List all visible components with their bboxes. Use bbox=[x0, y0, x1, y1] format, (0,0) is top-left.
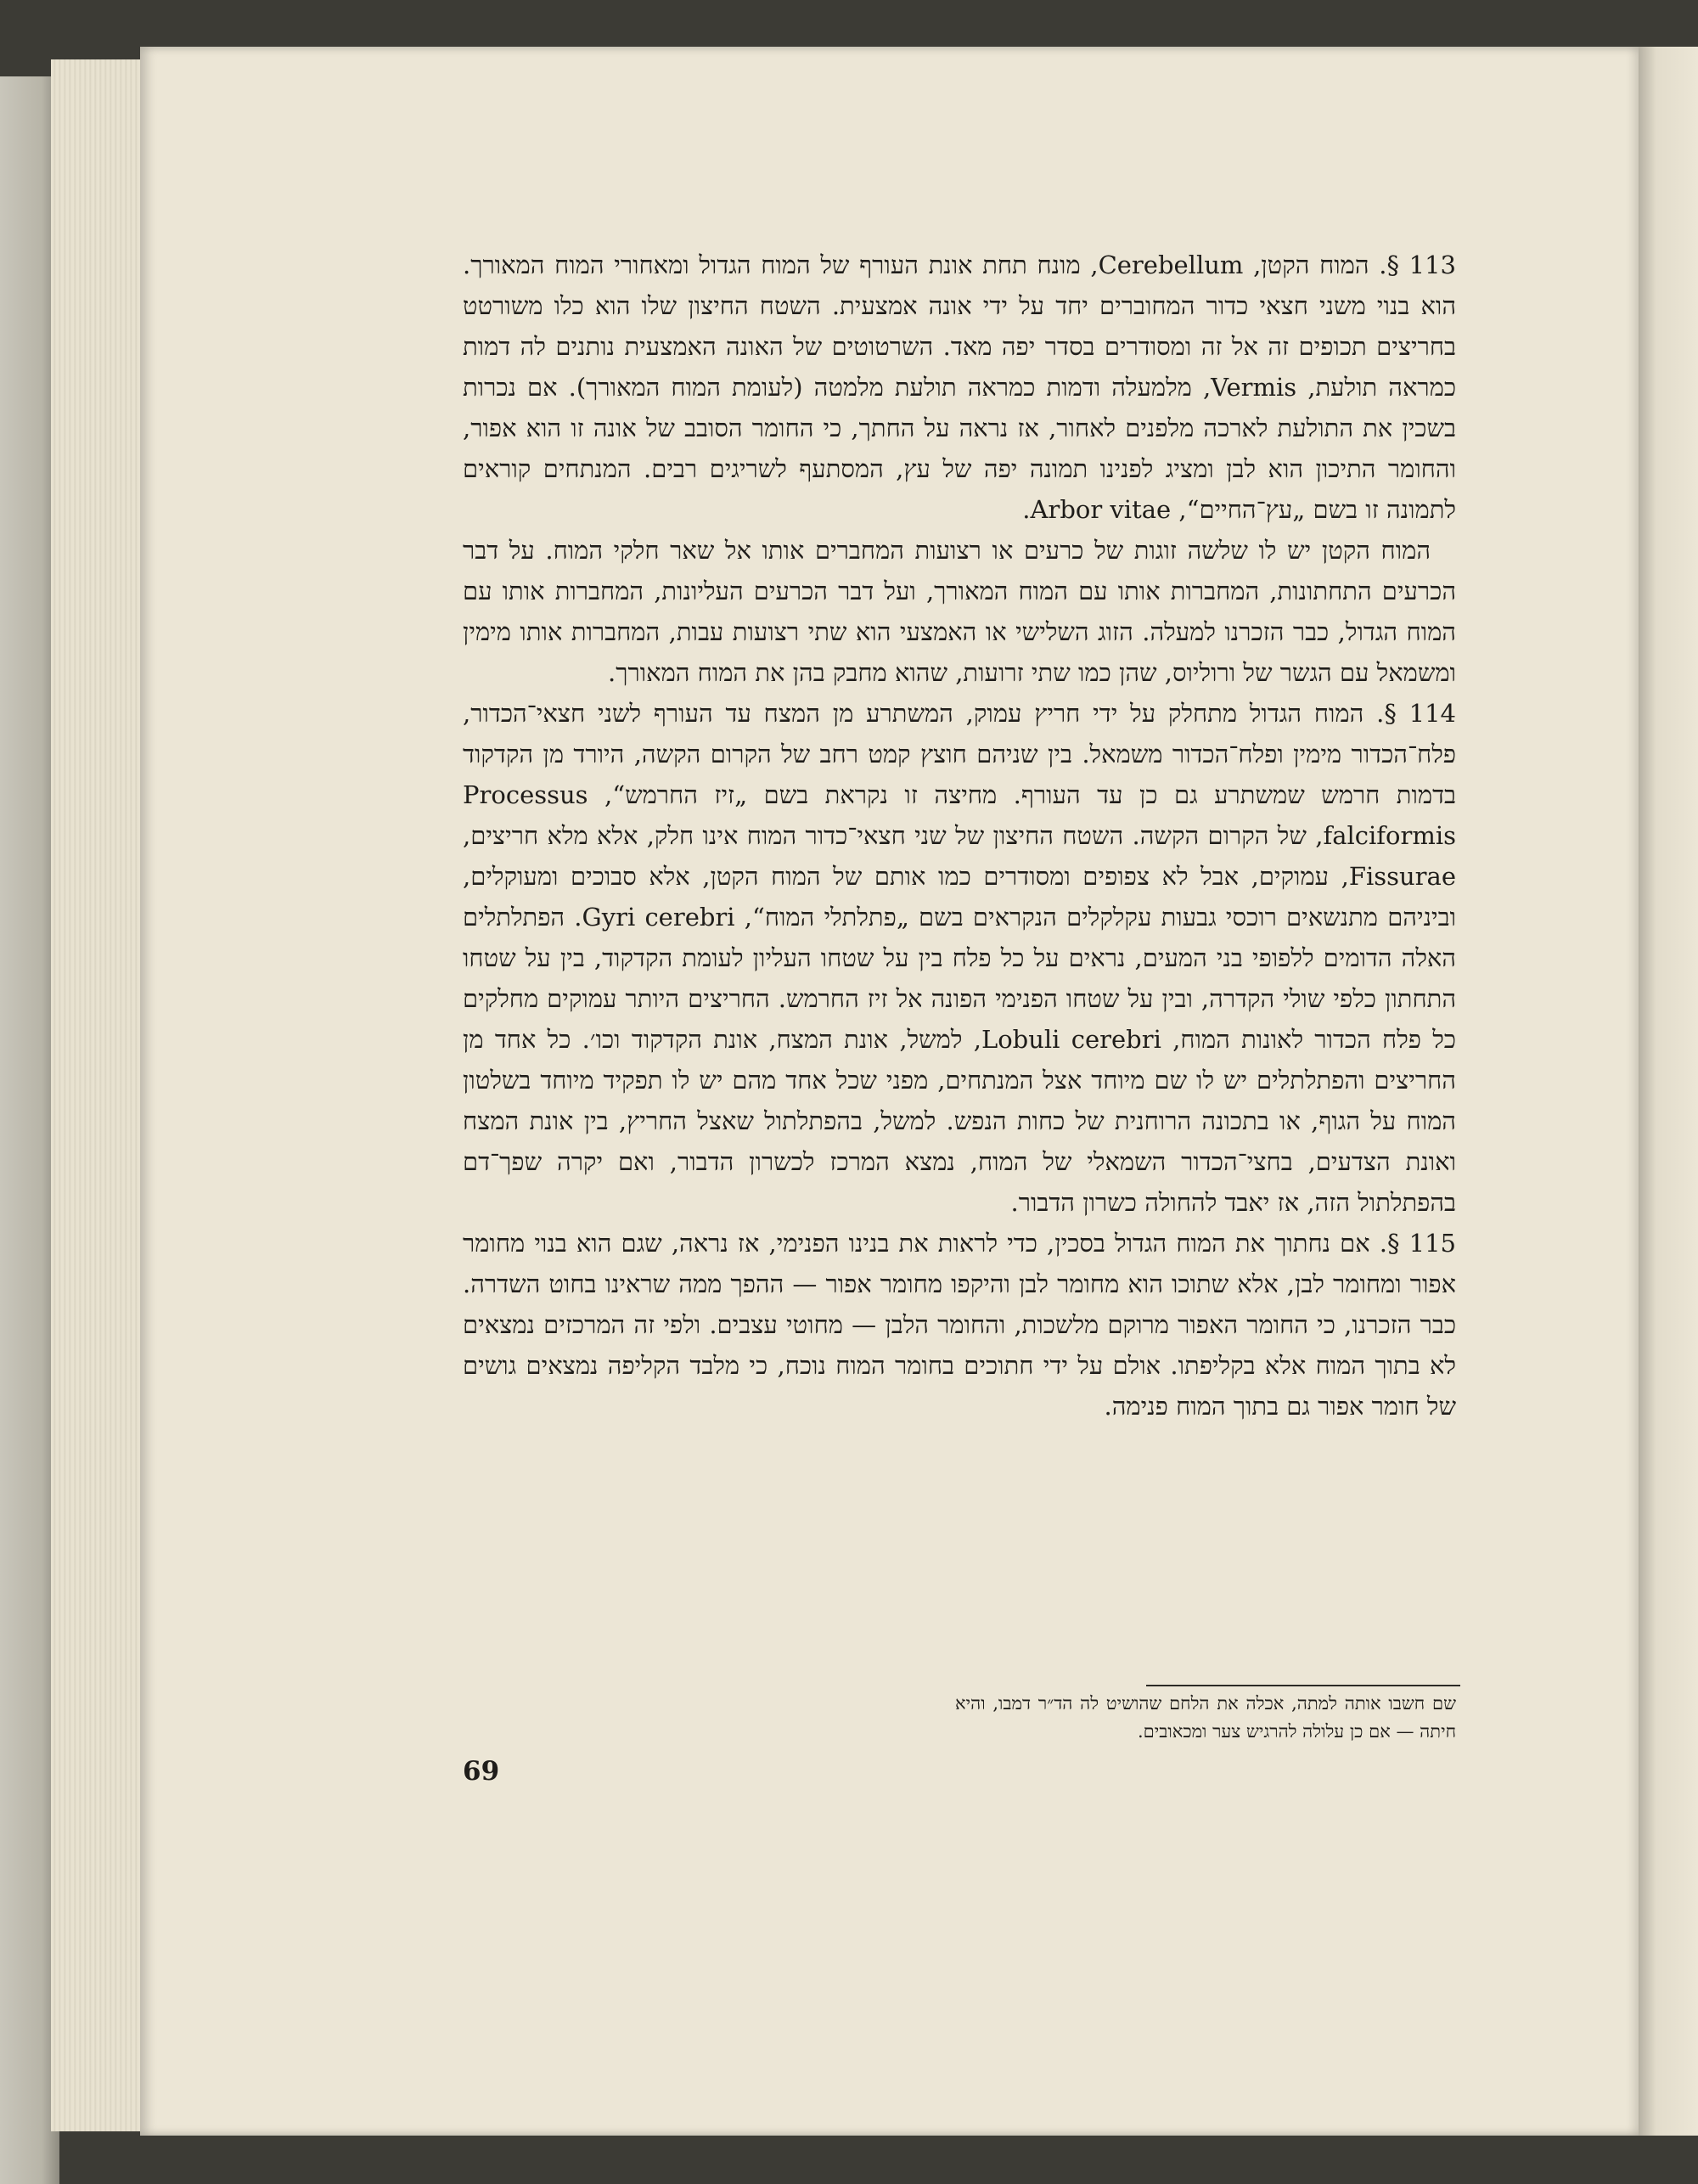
paragraph-114: 114 §. המוח הגדול מתחלק על ידי חריץ עמוק, המשתרע מן המצח עד העורף לשני חצאי־הכדור, פלח־הכדור מימין ופלח־הכדור משמאל. בין שניהם חוצץ קמט רחב של הקרום הקשה, היורד מן הקדקוד בדמות חרמש שמשתרע גם כן עד העורף. מחיצה זו נקראת בשם „זיז החרמש“, Processus falciformis, של הקרום הקשה. השטח החיצון של שני חצאי־כדור המוח אינו חלק, אלא מלא חריצים, Fissurae, עמוקים, אבל לא צפופים ומסודרים כמו אותם של המוח הקטן, אלא סבוכים ומעוקלים, וביניהם מתנשאים רוכסי גבעות עקלקלים הנקראים בשם „פתלתלי המוח“, Gyri cerebri. הפתלתלים האלה הדומים ללפופי בני המעים, נראים על כל פלח בין על שטחו העליון לעומת הקדקוד, בין על שטחו התחתון כלפי שולי הקדרה, ובין על שטחו הפנימי הפונה אל זיז החרמש. החריצים היותר עמוקים מחלקים כל פלח הכדור לאונות המוח, Lobuli cerebri, למשל, אונת המצח, אונת הקדקוד וכו׳. כל אחד מן החריצים והפתלתלים יש לו שם מיוחד אצל המנתחים, מפני שכל אחד מהם יש לו תפקיד מיוחד בשלטון המוח על הגוף, או בתכונה הרוחנית של כחות הנפש. למשל, בהפתלתול שאצל החריץ, בין אונת המצח ואונת הצדעים, בחצי־הכדור השמאלי של המוח, נמצא המרכז לכשרון הדבור, ואם יקרה שפך־דם בהפתלתול הזה, אז יאבד להחולה כשרון הדבור. bbox=[463, 699, 1457, 1217]
body-text bbox=[463, 245, 1456, 1427]
paragraph-113: 113 §. המוח הקטן, Cerebellum, מונח תחת אונת העורף של המוח הגדול ומאחורי המוח המאורך. הוא בנוי משני חצאי כדור המחוברים יחד על ידי אונה אמצעית. השטח החיצון שלו הוא כלו משורטט בחריצים תכופים זה אל זה ומסודרים בסדר יפה מאד. השרטוטים של האונה האמצעית נותנים לה דמות כמראה תולעת, Vermis, מלמעלה ודמות כמראה תולעת מלמטה (לעומת המוח המאורך). אם נכרות בשכין את התולעת לארכה מלפנים לאחור, אז נראה על החתך, כי החומר הסובב של אונה זו הוא אפור, והחומר התיכון הוא לבן ומציג לפנינו תמונה יפה של עץ, המסתעף לשריגים רבים. המנתחים קוראים לתמונה זו בשם „עץ־החיים“, Arbor vitae. bbox=[463, 250, 1456, 524]
paragraph-113-continued: המוח הקטן יש לו שלשה זוגות של כרעים או רצועות המחברים אותו אל שאר חלקי המוח. על דבר הכרעים התחתונות, המחברות אותו עם המוח המאורך, ועל דבר הכרעים העליונות, המחברות אותו עם המוח הגדול, כבר הזכרנו למעלה. הזוג השלישי או האמצעי הוא שתי רצועות עבות, המחברות אותו מימין ומשמאל עם הגשר של ורוליוס, שהן כמו שתי זרועות, שהוא מחבק בהן את המוח המאורך. bbox=[463, 536, 1456, 687]
paragraph-115: 115 §. אם נחתוך את המוח הגדול בסכין, כדי לראות את בנינו הפנימי, אז נראה, שגם הוא בנוי מחומר אפור ומחומר לבן, אלא שתוכו הוא מחומר לבן והיקפו מחומר אפור — ההפך ממה שראינו בחוט השדרה. כבר הזכרנו, כי החומר האפור מרוקם מלשכות, והחומר הלבן — מחוטי עצבים. ולפי זה המרכזים נמצאים לא בתוך המוח אלא בקליפתו. אולם על ידי חתוכים בחומר המוח נוכח, כי מלבד הקליפה נמצאים גושים של חומר אפור גם בתוך המוח פנימה. bbox=[463, 1229, 1456, 1421]
footnote-rule bbox=[1146, 1685, 1460, 1686]
facing-page-edge bbox=[1639, 47, 1698, 2136]
page-edges bbox=[51, 59, 153, 2131]
page-number: 69 bbox=[463, 1756, 500, 1787]
footnote: שם חשבו אותה למתה, אכלה את הלחם שהושיט לה הד״ר דמבו, והיא חיתה — אם כן עלולה להרגיש צער ומכאובים. bbox=[955, 1693, 1456, 1742]
